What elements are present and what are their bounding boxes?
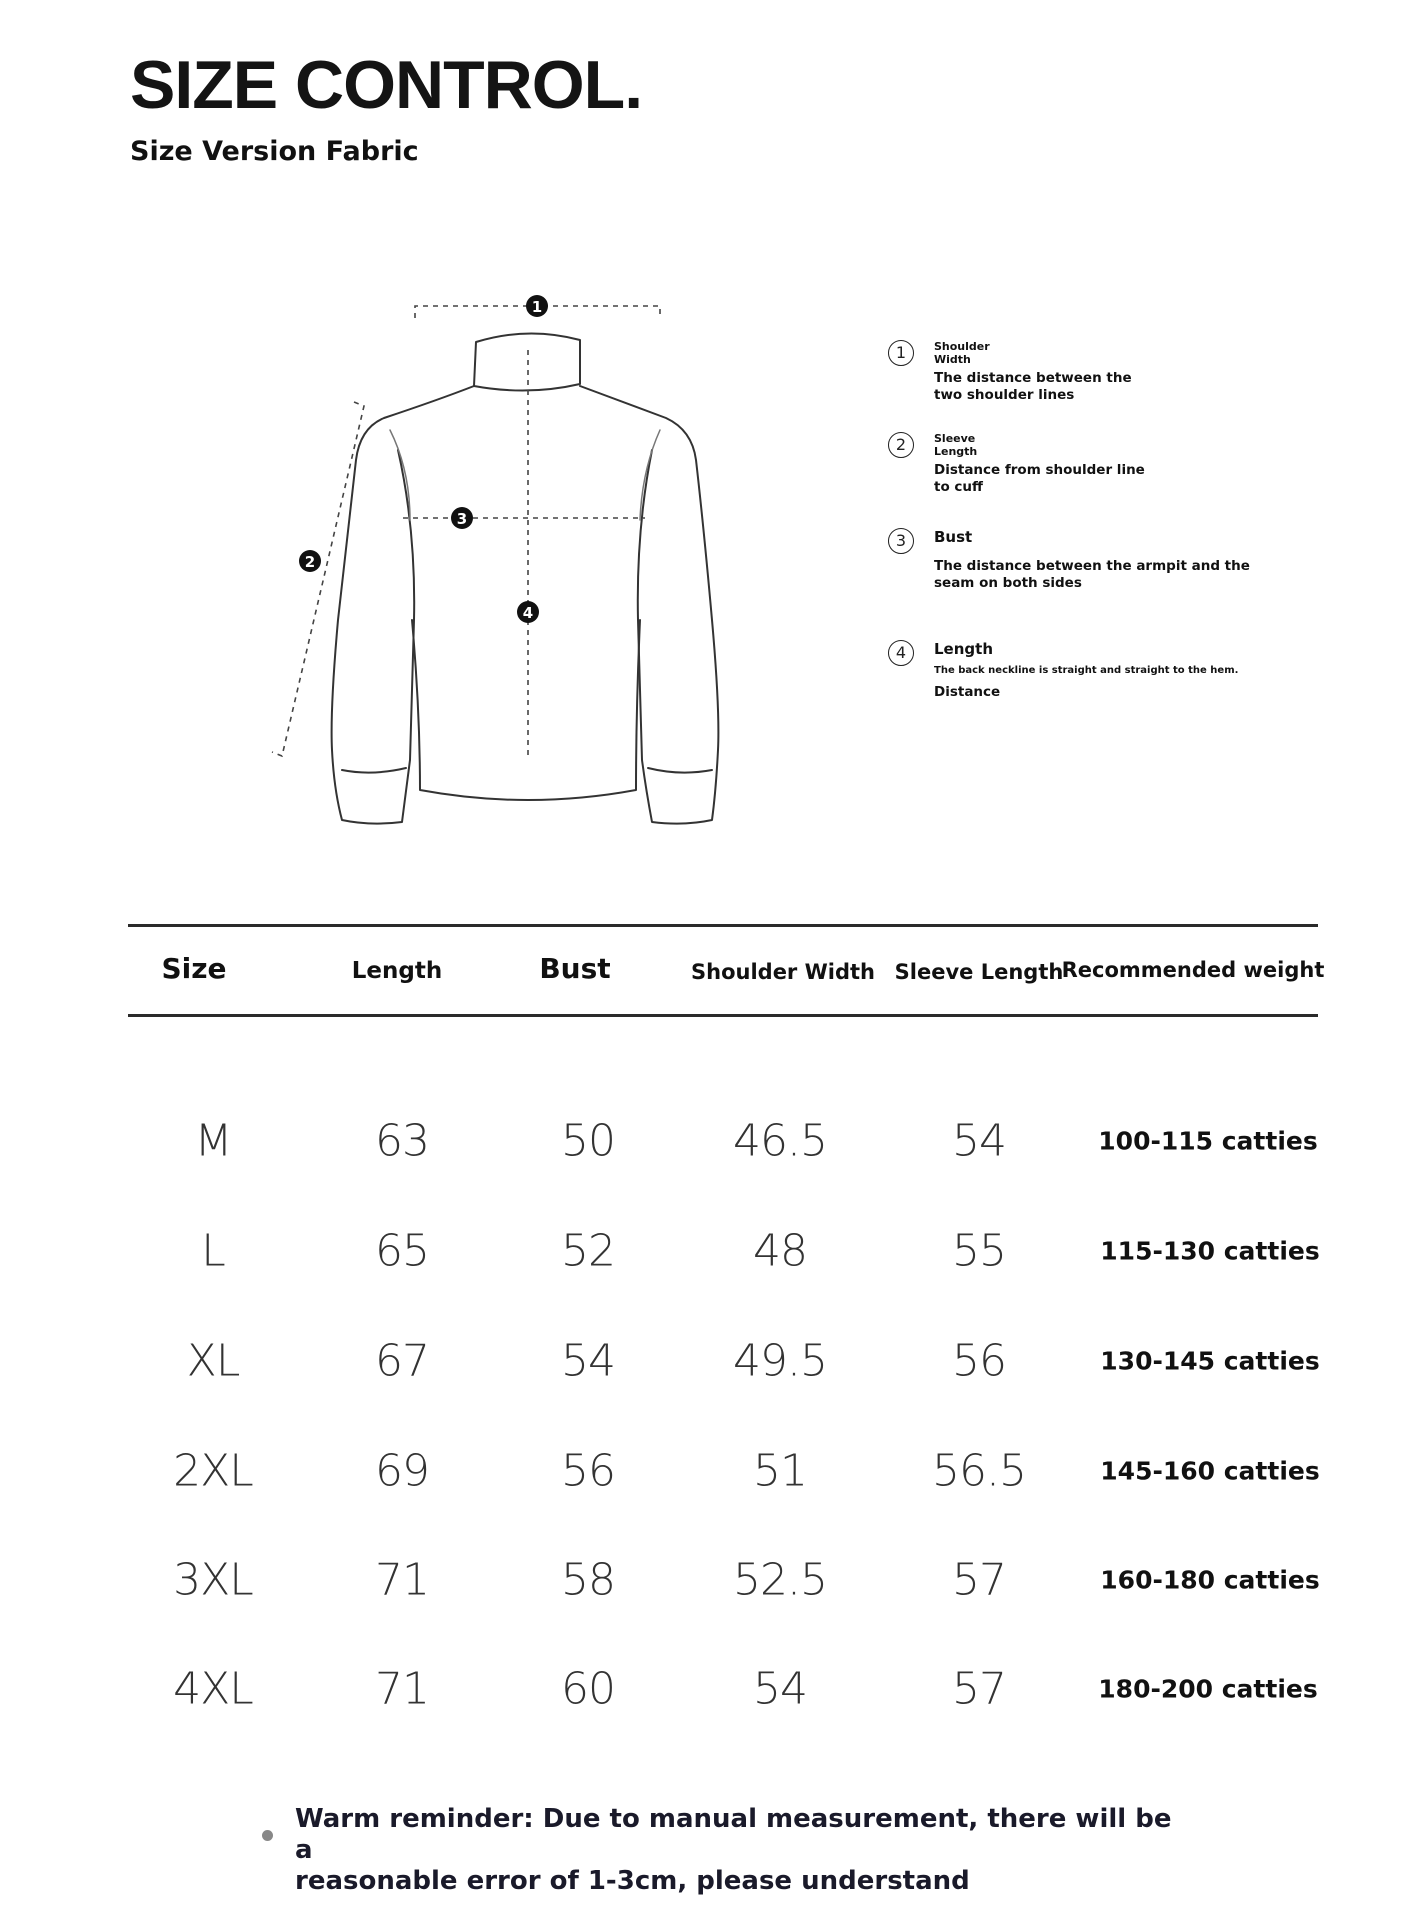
cell-bust: 58 bbox=[561, 1554, 615, 1606]
cell-shoulder-width: 49.5 bbox=[733, 1335, 827, 1387]
column-header-recommended-weight: Recommended weight bbox=[1061, 958, 1325, 982]
legend-description: The distance between the armpit and the seam on both sides bbox=[934, 558, 1250, 591]
cell-bust: 56 bbox=[561, 1445, 615, 1497]
column-header-shoulder-width: Shoulder Width bbox=[691, 960, 875, 984]
cell-shoulder-width: 51 bbox=[753, 1445, 807, 1497]
legend-label: Length bbox=[934, 445, 978, 458]
bullet-dot bbox=[262, 1830, 273, 1841]
cell-size: 4XL bbox=[173, 1663, 253, 1715]
cell-size: 2XL bbox=[173, 1445, 253, 1497]
legend-label: Length bbox=[934, 640, 993, 658]
legend-number: 1 bbox=[888, 340, 914, 366]
cell-sleeve-length: 55 bbox=[952, 1225, 1006, 1277]
cell-bust: 50 bbox=[561, 1115, 615, 1167]
cell-length: 69 bbox=[375, 1445, 429, 1497]
legend-label: Bust bbox=[934, 528, 973, 546]
cell-sleeve-length: 57 bbox=[952, 1554, 1006, 1606]
marker-1: 1 bbox=[531, 298, 543, 316]
cell-shoulder-width: 54 bbox=[753, 1663, 807, 1715]
cell-recommended-weight: 115-130 catties bbox=[1100, 1236, 1320, 1266]
cell-recommended-weight: 100-115 catties bbox=[1098, 1126, 1318, 1156]
cell-recommended-weight: 160-180 catties bbox=[1100, 1565, 1320, 1595]
legend-label: Shoulder bbox=[934, 340, 990, 353]
marker-3: 3 bbox=[456, 510, 468, 528]
legend-number: 4 bbox=[888, 640, 914, 666]
cell-length: 65 bbox=[375, 1225, 429, 1277]
column-header-size: Size bbox=[161, 952, 227, 985]
column-header-sleeve-length: Sleeve Length bbox=[894, 960, 1064, 984]
cell-length: 63 bbox=[375, 1115, 429, 1167]
diagram-markers bbox=[299, 295, 548, 623]
reminder-line-1: Warm reminder: Due to manual measurement, there will be a bbox=[295, 1804, 1172, 1865]
page-title: SIZE CONTROL. bbox=[130, 47, 643, 123]
page-subtitle: Size Version Fabric bbox=[130, 136, 419, 167]
cell-bust: 52 bbox=[561, 1225, 615, 1277]
cell-size: 3XL bbox=[173, 1554, 253, 1606]
sweater-diagram bbox=[260, 290, 740, 850]
legend-number: 3 bbox=[888, 528, 914, 554]
marker-2: 2 bbox=[304, 553, 316, 571]
column-header-length: Length bbox=[351, 958, 443, 984]
legend-description: The distance between the two shoulder lines bbox=[934, 370, 1132, 403]
warm-reminder bbox=[295, 1804, 1195, 1897]
legend-description: Distance from shoulder line to cuff bbox=[934, 462, 1145, 495]
cell-sleeve-length: 56 bbox=[952, 1335, 1006, 1387]
cell-size: L bbox=[201, 1225, 225, 1277]
legend-description: Distance bbox=[934, 684, 1001, 700]
cell-recommended-weight: 145-160 catties bbox=[1100, 1456, 1320, 1486]
cell-shoulder-width: 48 bbox=[753, 1225, 807, 1277]
legend-number: 2 bbox=[888, 432, 914, 458]
marker-4: 4 bbox=[522, 604, 534, 622]
cell-sleeve-length: 57 bbox=[952, 1663, 1006, 1715]
legend-label: Width bbox=[934, 353, 971, 366]
column-header-bust: Bust bbox=[539, 952, 611, 985]
cell-size: XL bbox=[186, 1335, 240, 1387]
legend-note: The back neckline is straight and straight to the hem. bbox=[934, 665, 1239, 676]
cell-sleeve-length: 56.5 bbox=[932, 1445, 1026, 1497]
cell-size: M bbox=[194, 1115, 232, 1167]
cell-length: 71 bbox=[375, 1554, 429, 1606]
reminder-line-2: reasonable error of 1-3cm, please understand bbox=[295, 1866, 970, 1896]
cell-recommended-weight: 180-200 catties bbox=[1098, 1674, 1318, 1704]
legend-label: Sleeve bbox=[934, 432, 976, 445]
cell-length: 67 bbox=[375, 1335, 429, 1387]
cell-bust: 54 bbox=[561, 1335, 615, 1387]
cell-shoulder-width: 46.5 bbox=[733, 1115, 827, 1167]
cell-sleeve-length: 54 bbox=[952, 1115, 1006, 1167]
cell-length: 71 bbox=[375, 1663, 429, 1715]
table-top-rule bbox=[128, 924, 1318, 927]
cell-shoulder-width: 52.5 bbox=[733, 1554, 827, 1606]
cell-bust: 60 bbox=[561, 1663, 615, 1715]
cell-recommended-weight: 130-145 catties bbox=[1100, 1346, 1320, 1376]
table-header-rule bbox=[128, 1014, 1318, 1017]
